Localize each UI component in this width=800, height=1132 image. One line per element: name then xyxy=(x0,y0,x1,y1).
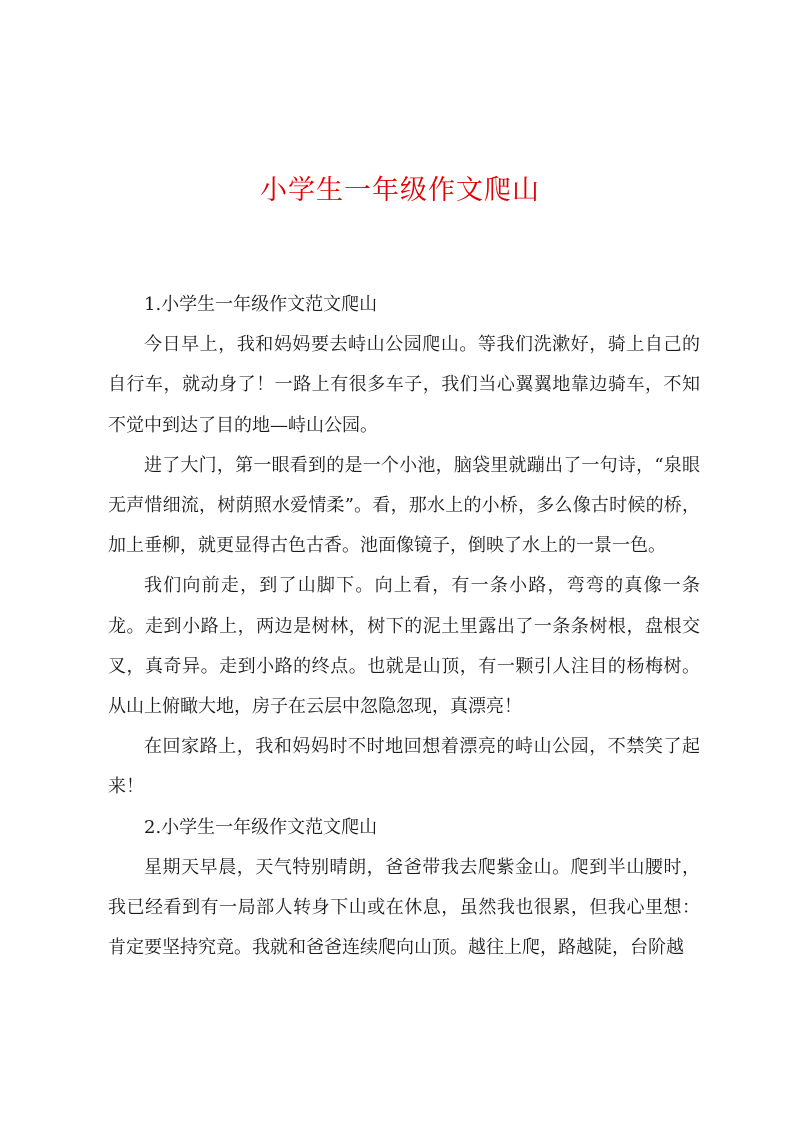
paragraph: 在回家路上，我和妈妈时不时地回想着漂亮的峙山公园，不禁笑了起来！ xyxy=(108,736,700,798)
paragraph: 星期天早晨，天气特别晴朗，爸爸带我去爬紫金山。爬到半山腰时，我已经看到有一局部人转身下山或在休息，虽然我也很累，但我心里想：肯定要坚持究竟。我就和爸爸连续爬向山顶。越往上爬，路越陡，台阶越 xyxy=(108,856,700,959)
paragraph: 我们向前走，到了山脚下。向上看，有一条小路，弯弯的真像一条龙。走到小路上，两边是树林，树下的泥土里露出了一条条树根，盘根交叉，真奇异。走到小路的终点。也就是山顶，有一颗引人注目的杨梅树。从山上俯瞰大地，房子在云层中忽隐忽现，真漂亮！ xyxy=(108,575,700,718)
paragraph: 进了大门，第一眼看到的是一个小池，脑袋里就蹦出了一句诗，“泉眼无声惜细流，树荫照水爱情柔”。看，那水上的小桥，多么像古时候的桥，加上垂柳，就更显得古色古香。池面像镜子，倒映了水上的一景一色。 xyxy=(108,454,700,557)
section-heading-2: 2.小学生一年级作文范文爬山 xyxy=(144,816,378,838)
section-heading-1: 1.小学生一年级作文范文爬山 xyxy=(144,294,378,315)
document-body xyxy=(108,285,700,968)
paragraph: 今日早上，我和妈妈要去峙山公园爬山。等我们洗漱好，骑上自己的自行车，就动身了！一路上有很多车子，我们当心翼翼地靠边骑车，不知不觉中到达了目的地—峙山公园。 xyxy=(108,334,700,436)
document-title: 小学生一年级作文爬山 xyxy=(260,175,540,206)
